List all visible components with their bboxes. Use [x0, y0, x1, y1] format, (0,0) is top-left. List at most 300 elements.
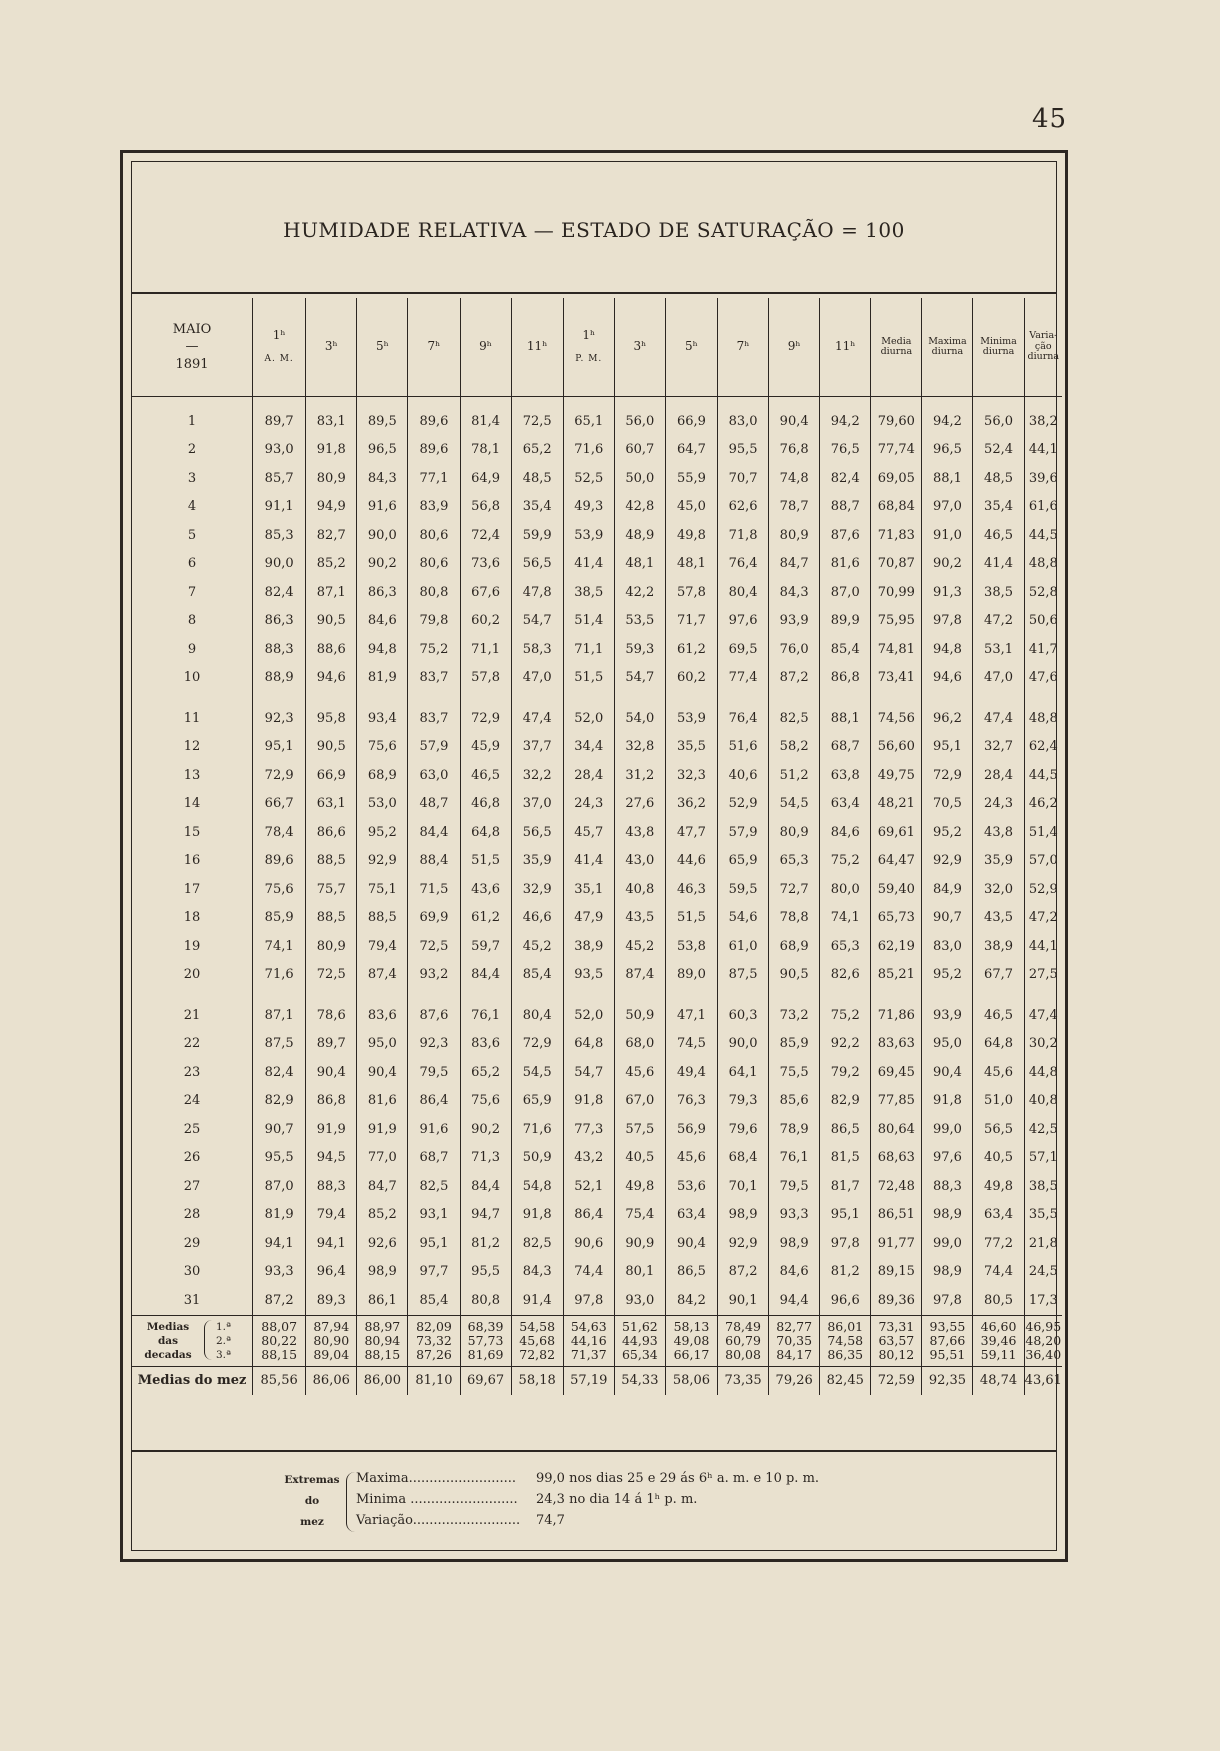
table-cell: 98,9	[357, 1258, 408, 1287]
table-cell: 88,5	[357, 904, 408, 933]
table-cell: 57,8	[665, 578, 717, 607]
table-cell: 66,9	[665, 397, 717, 436]
table-cell: 76,0	[769, 635, 820, 664]
decade-mean-cell	[973, 1315, 1024, 1366]
extreme-maxima: Maxima.......................... 99,0 nos dias 25 e 29 ás 6ʰ a. m. e 10 p. m.	[356, 1471, 820, 1486]
col-header: 1ʰ P. M.	[563, 298, 614, 397]
table-cell: 17,3	[1024, 1286, 1062, 1315]
col-header: 7ʰ	[408, 298, 460, 397]
decade-mean-value: 88,07	[261, 1318, 298, 1334]
table-cell: 84,6	[820, 818, 871, 847]
decade-mean-value: 36,40	[1025, 1346, 1062, 1362]
decade-mean-cell	[665, 1315, 717, 1366]
table-cell: 68,9	[769, 932, 820, 961]
table-cell: 63,8	[820, 761, 871, 790]
table-cell: 86,8	[306, 1087, 357, 1116]
table-cell: 81,7	[820, 1172, 871, 1201]
table-cell: 85,21	[871, 961, 922, 990]
table-cell: 80,9	[769, 521, 820, 550]
table-cell: 85,4	[511, 961, 563, 990]
col-header: 3ʰ	[614, 298, 665, 397]
decade-means-label: Medias das decadas1.ª 2.ª 3.ª	[132, 1315, 253, 1366]
month-mean-cell: 54,33	[614, 1366, 665, 1395]
table-cell: 37,0	[511, 790, 563, 819]
day-number: 5	[187, 527, 197, 543]
table-cell: 76,1	[769, 1144, 820, 1173]
table-cell: 77,4	[718, 664, 769, 693]
brace	[346, 1472, 355, 1532]
gap-cell	[306, 692, 357, 704]
table-cell: 49,8	[614, 1172, 665, 1201]
table-cell: 85,2	[306, 550, 357, 579]
table-cell: 21,8	[1024, 1229, 1062, 1258]
table-cell: 98,9	[769, 1229, 820, 1258]
table-cell: 95,5	[253, 1144, 306, 1173]
table-cell: 60,3	[718, 1001, 769, 1030]
table-cell: 70,87	[871, 550, 922, 579]
table-cell: 83,7	[408, 704, 460, 733]
month-mean-cell: 85,56	[253, 1366, 306, 1395]
col-header: Minima diurna	[973, 298, 1024, 397]
table-cell: 84,3	[511, 1258, 563, 1287]
table-cell: 57,9	[408, 733, 460, 762]
table-cell: 76,5	[820, 436, 871, 465]
decade-mean-value: 88,15	[261, 1346, 298, 1362]
table-cell: 42,8	[614, 493, 665, 522]
decade-mean-cell	[718, 1315, 769, 1366]
table-row	[132, 733, 1062, 762]
table-cell: 94,1	[253, 1229, 306, 1258]
table-cell: 72,5	[408, 932, 460, 961]
decade-mean-value: 65,34	[621, 1346, 658, 1362]
table-cell: 72,5	[306, 961, 357, 990]
table-cell: 54,7	[563, 1058, 614, 1087]
table-cell: 87,0	[253, 1172, 306, 1201]
decade-mean-value: 63,57	[878, 1332, 915, 1348]
table-cell: 48,8	[1024, 704, 1062, 733]
table-cell: 56,9	[665, 1115, 717, 1144]
table-cell: 76,8	[769, 436, 820, 465]
table-cell: 86,8	[820, 664, 871, 693]
table-cell: 66,7	[253, 790, 306, 819]
gap-cell	[614, 692, 665, 704]
table-cell: 35,4	[973, 493, 1024, 522]
decade-mean-value: 88,15	[364, 1346, 401, 1362]
table-cell: 43,8	[614, 818, 665, 847]
table-cell: 86,4	[408, 1087, 460, 1116]
table-cell: 47,6	[1024, 664, 1062, 693]
table-cell: 63,4	[820, 790, 871, 819]
table-cell: 28,4	[973, 761, 1024, 790]
table-cell: 90,5	[306, 733, 357, 762]
table-cell: 86,6	[306, 818, 357, 847]
table-cell: 80,6	[408, 550, 460, 579]
table-cell: 53,0	[357, 790, 408, 819]
table-cell: 75,1	[357, 875, 408, 904]
table-cell: 41,7	[1024, 635, 1062, 664]
table-cell: 74,4	[973, 1258, 1024, 1287]
table-cell: 70,7	[718, 464, 769, 493]
table-cell: 84,7	[769, 550, 820, 579]
table-cell: 97,8	[563, 1286, 614, 1315]
gap-cell	[973, 989, 1024, 1001]
extreme-variacao: Variação.......................... 74,7	[356, 1513, 565, 1528]
title-box	[132, 162, 1056, 294]
table-cell: 89,9	[820, 607, 871, 636]
gap-cell	[408, 989, 460, 1001]
table-cell: 71,8	[718, 521, 769, 550]
table-cell: 90,7	[922, 904, 973, 933]
table-cell: 92,2	[820, 1030, 871, 1059]
decade-means-row	[132, 1315, 1062, 1366]
day-number: 3	[187, 470, 197, 486]
table-cell: 98,9	[922, 1258, 973, 1287]
table-cell: 44,1	[1024, 436, 1062, 465]
table-cell: 91,3	[922, 578, 973, 607]
decade-mean-value: 54,63	[570, 1318, 607, 1334]
table-cell: 46,5	[973, 521, 1024, 550]
table-frame-inner	[131, 161, 1062, 1551]
table-cell: 52,1	[563, 1172, 614, 1201]
table-row	[132, 904, 1062, 933]
table-cell: 79,6	[718, 1115, 769, 1144]
table-cell: 28,4	[563, 761, 614, 790]
table-cell: 94,8	[922, 635, 973, 664]
gap-cell	[460, 692, 511, 704]
table-cell: 87,1	[306, 578, 357, 607]
table-cell: 84,4	[460, 1172, 511, 1201]
decade-mean-value: 87,94	[313, 1318, 350, 1334]
header-dash: —	[185, 339, 199, 355]
page-title: HUMIDADE RELATIVA — ESTADO DE SATURAÇÃO = 100	[283, 218, 905, 242]
table-cell: 80,0	[820, 875, 871, 904]
brace	[204, 1320, 213, 1360]
table-cell: 85,9	[769, 1030, 820, 1059]
table-cell: 32,2	[511, 761, 563, 790]
table-cell: 95,5	[460, 1258, 511, 1287]
table-cell: 51,5	[563, 664, 614, 693]
table-cell: 65,1	[563, 397, 614, 436]
table-cell: 69,45	[871, 1058, 922, 1087]
table-cell: 65,3	[820, 932, 871, 961]
decade-mean-value: 84,17	[776, 1346, 813, 1362]
table-cell: 79,5	[769, 1172, 820, 1201]
table-cell: 50,9	[614, 1001, 665, 1030]
table-cell: 63,1	[306, 790, 357, 819]
header-row	[132, 298, 1062, 397]
table-cell: 92,9	[357, 847, 408, 876]
table-cell: 45,9	[460, 733, 511, 762]
table-cell: 93,9	[922, 1001, 973, 1030]
table-cell: 87,2	[253, 1286, 306, 1315]
table-cell: 81,6	[820, 550, 871, 579]
table-cell: 73,2	[769, 1001, 820, 1030]
col-header: 5ʰ	[357, 298, 408, 397]
month-mean-cell: 48,74	[973, 1366, 1024, 1395]
col-header: Maxima diurna	[922, 298, 973, 397]
table-cell: 87,5	[253, 1030, 306, 1059]
table-row	[132, 1058, 1062, 1087]
table-cell: 40,6	[718, 761, 769, 790]
table-cell: 78,7	[769, 493, 820, 522]
table-cell: 79,3	[718, 1087, 769, 1116]
table-cell: 70,5	[922, 790, 973, 819]
table-cell: 65,9	[511, 1087, 563, 1116]
table-cell: 32,8	[614, 733, 665, 762]
table-row	[132, 790, 1062, 819]
decade-mean-value: 68,39	[467, 1318, 504, 1334]
table-cell: 88,5	[306, 904, 357, 933]
table-cell: 99,0	[922, 1229, 973, 1258]
table-cell: 45,6	[665, 1144, 717, 1173]
table-cell: 52,0	[563, 1001, 614, 1030]
table-cell: 59,40	[871, 875, 922, 904]
table-cell: 74,56	[871, 704, 922, 733]
table-cell: 98,9	[922, 1201, 973, 1230]
table-cell: 88,7	[820, 493, 871, 522]
decade-mean-value: 95,51	[929, 1346, 966, 1362]
table-cell: 76,1	[460, 1001, 511, 1030]
decade-mean-value: 88,97	[364, 1318, 401, 1334]
table-row	[132, 550, 1062, 579]
table-cell: 99,0	[922, 1115, 973, 1144]
table-cell: 61,2	[665, 635, 717, 664]
table-cell: 72,9	[253, 761, 306, 790]
table-cell: 71,83	[871, 521, 922, 550]
table-row	[132, 704, 1062, 733]
table-cell: 83,63	[871, 1030, 922, 1059]
table-cell: 98,9	[718, 1201, 769, 1230]
gap-cell	[563, 989, 614, 1001]
table-cell: 91,9	[306, 1115, 357, 1144]
decade-mean-value: 80,90	[313, 1332, 350, 1348]
col-header: 9ʰ	[460, 298, 511, 397]
table-cell: 97,6	[922, 1144, 973, 1173]
table-row	[132, 761, 1062, 790]
table-row	[132, 464, 1062, 493]
day-number: 26	[183, 1150, 201, 1166]
table-cell: 86,4	[563, 1201, 614, 1230]
table-cell: 89,15	[871, 1258, 922, 1287]
table-cell: 90,4	[357, 1058, 408, 1087]
month-mean-cell: 57,19	[563, 1366, 614, 1395]
table-cell: 91,6	[408, 1115, 460, 1144]
table-cell: 72,9	[922, 761, 973, 790]
table-cell: 75,7	[306, 875, 357, 904]
decade-mean-cell	[922, 1315, 973, 1366]
table-cell: 58,2	[769, 733, 820, 762]
table-cell: 36,2	[665, 790, 717, 819]
day-number: 2	[187, 442, 197, 458]
table-cell: 56,0	[973, 397, 1024, 436]
col-header: 5ʰ	[665, 298, 717, 397]
table-cell: 53,9	[563, 521, 614, 550]
decade-mean-value: 58,13	[673, 1318, 710, 1334]
table-cell: 81,9	[357, 664, 408, 693]
month-mean-cell: 43,61	[1024, 1366, 1062, 1395]
month-mean-cell: 82,45	[820, 1366, 871, 1395]
table-cell: 75,6	[357, 733, 408, 762]
table-cell: 87,0	[820, 578, 871, 607]
decade-mean-value: 80,22	[261, 1332, 298, 1348]
table-cell: 85,9	[253, 904, 306, 933]
col-header: 11ʰ	[511, 298, 563, 397]
table-cell: 94,7	[460, 1201, 511, 1230]
table-cell: 82,5	[511, 1229, 563, 1258]
table-cell: 43,5	[973, 904, 1024, 933]
table-cell: 54,6	[718, 904, 769, 933]
table-cell: 45,2	[614, 932, 665, 961]
table-row	[132, 1030, 1062, 1059]
table-cell: 88,5	[306, 847, 357, 876]
table-cell: 48,5	[973, 464, 1024, 493]
decade-mean-value: 45,68	[519, 1332, 556, 1348]
table-cell: 71,5	[408, 875, 460, 904]
table-cell: 72,48	[871, 1172, 922, 1201]
table-cell: 77,0	[357, 1144, 408, 1173]
table-cell: 45,2	[511, 932, 563, 961]
table-cell: 94,6	[306, 664, 357, 693]
gap-cell	[871, 989, 922, 1001]
table-cell: 90,2	[460, 1115, 511, 1144]
table-cell: 95,2	[922, 818, 973, 847]
table-cell: 83,0	[718, 397, 769, 436]
table-row	[132, 397, 1062, 436]
table-cell: 75,6	[253, 875, 306, 904]
gap-cell	[132, 989, 253, 1001]
month-mean-cell: 58,06	[665, 1366, 717, 1395]
table-cell: 51,0	[973, 1087, 1024, 1116]
table-cell: 52,0	[563, 704, 614, 733]
table-cell: 60,2	[665, 664, 717, 693]
table-cell: 45,6	[614, 1058, 665, 1087]
day-number: 10	[183, 670, 201, 686]
day-rows	[132, 397, 1062, 1316]
table-cell: 82,9	[253, 1087, 306, 1116]
table-cell: 56,5	[511, 550, 563, 579]
table-cell: 81,2	[460, 1229, 511, 1258]
gap-cell	[665, 989, 717, 1001]
table-cell: 84,9	[922, 875, 973, 904]
table-cell: 64,9	[460, 464, 511, 493]
day-number: 27	[183, 1178, 201, 1194]
table-cell: 90,2	[357, 550, 408, 579]
table-cell: 24,5	[1024, 1258, 1062, 1287]
table-cell: 95,1	[922, 733, 973, 762]
decade-mean-value: 86,35	[827, 1346, 864, 1362]
table-cell: 94,1	[306, 1229, 357, 1258]
table-cell: 92,6	[357, 1229, 408, 1258]
table-cell: 24,3	[563, 790, 614, 819]
table-cell: 94,2	[820, 397, 871, 436]
table-cell: 85,7	[253, 464, 306, 493]
decade-mean-cell	[614, 1315, 665, 1366]
month-mean-cell: 73,35	[718, 1366, 769, 1395]
table-cell: 80,9	[306, 932, 357, 961]
day-number: 6	[187, 556, 197, 572]
decade-mean-cell	[1024, 1315, 1062, 1366]
table-cell: 38,9	[973, 932, 1024, 961]
decade-gap	[132, 692, 1062, 704]
table-cell: 86,51	[871, 1201, 922, 1230]
table-row	[132, 493, 1062, 522]
month-label: MAIO	[172, 321, 212, 337]
table-cell: 93,4	[357, 704, 408, 733]
day-number: 1	[187, 413, 197, 429]
table-cell: 59,9	[511, 521, 563, 550]
table-cell: 92,9	[922, 847, 973, 876]
table-cell: 72,9	[511, 1030, 563, 1059]
table-cell: 71,7	[665, 607, 717, 636]
table-cell: 42,2	[614, 578, 665, 607]
table-cell: 42,5	[1024, 1115, 1062, 1144]
table-cell: 68,4	[718, 1144, 769, 1173]
table-cell: 85,6	[769, 1087, 820, 1116]
table-cell: 69,9	[408, 904, 460, 933]
table-cell: 54,7	[614, 664, 665, 693]
table-cell: 56,5	[511, 818, 563, 847]
table-cell: 71,6	[511, 1115, 563, 1144]
table-cell: 54,0	[614, 704, 665, 733]
table-cell: 89,7	[253, 397, 306, 436]
decade-mean-value: 70,35	[776, 1332, 813, 1348]
table-cell: 96,5	[922, 436, 973, 465]
table-cell: 96,2	[922, 704, 973, 733]
table-cell: 47,7	[665, 818, 717, 847]
day-number: 16	[183, 853, 201, 869]
table-cell: 75,2	[408, 635, 460, 664]
table-cell: 80,6	[408, 521, 460, 550]
table-row	[132, 875, 1062, 904]
table-cell: 53,8	[665, 932, 717, 961]
table-cell: 72,4	[460, 521, 511, 550]
table-cell: 44,5	[1024, 761, 1062, 790]
table-cell: 64,8	[973, 1030, 1024, 1059]
table-cell: 27,6	[614, 790, 665, 819]
table-cell: 43,0	[614, 847, 665, 876]
table-cell: 82,5	[408, 1172, 460, 1201]
table-cell: 48,1	[665, 550, 717, 579]
table-cell: 47,9	[563, 904, 614, 933]
table-cell: 90,2	[922, 550, 973, 579]
table-cell: 83,0	[922, 932, 973, 961]
decade-mean-cell	[408, 1315, 460, 1366]
table-cell: 85,2	[357, 1201, 408, 1230]
table-cell: 46,5	[973, 1001, 1024, 1030]
extremes-rows	[356, 1468, 819, 1531]
table-cell: 96,4	[306, 1258, 357, 1287]
table-cell: 75,2	[820, 847, 871, 876]
table-cell: 65,73	[871, 904, 922, 933]
table-cell: 32,0	[973, 875, 1024, 904]
month-mean-cell: 79,26	[769, 1366, 820, 1395]
gap-cell	[563, 692, 614, 704]
table-cell: 51,5	[665, 904, 717, 933]
table-cell: 79,2	[820, 1058, 871, 1087]
decade-mean-cell	[357, 1315, 408, 1366]
table-cell: 91,9	[357, 1115, 408, 1144]
table-cell: 95,1	[408, 1229, 460, 1258]
table-cell: 85,3	[253, 521, 306, 550]
table-cell: 97,0	[922, 493, 973, 522]
humidity-table	[132, 298, 1062, 1395]
table-cell: 46,5	[460, 761, 511, 790]
table-cell: 50,9	[511, 1144, 563, 1173]
table-cell: 93,3	[769, 1201, 820, 1230]
table-cell: 95,1	[253, 733, 306, 762]
table-cell: 86,1	[357, 1286, 408, 1315]
table-cell: 81,9	[253, 1201, 306, 1230]
